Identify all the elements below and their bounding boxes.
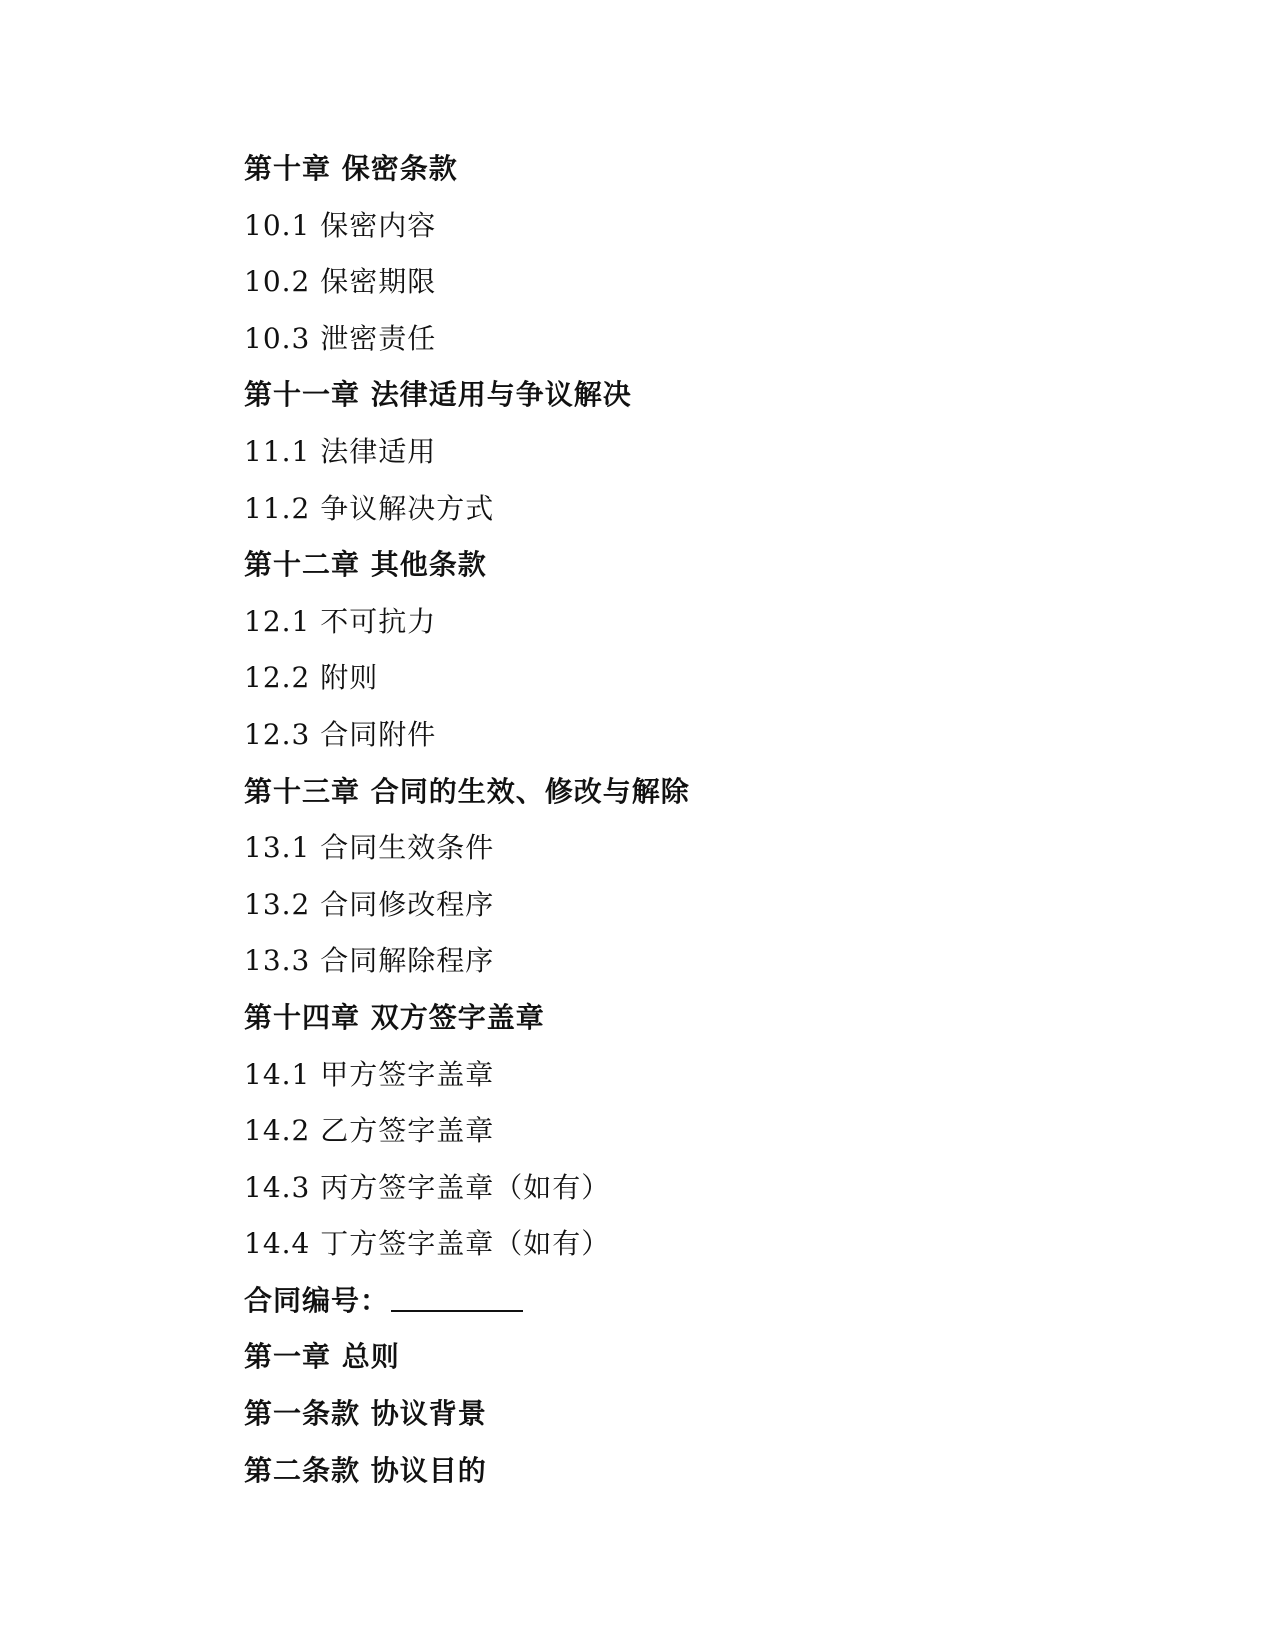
clause-item xyxy=(244,820,1144,877)
clause-item xyxy=(244,198,1144,255)
document-body xyxy=(244,141,1144,1499)
clause-item xyxy=(244,1160,1144,1217)
chapter-heading xyxy=(244,537,1144,594)
line-text: 12.1 不可抗力 xyxy=(244,604,437,638)
clause-item xyxy=(244,707,1144,764)
line-text: 第十章 保密条款 xyxy=(244,152,458,185)
line-text: 10.1 保密内容 xyxy=(244,208,437,242)
clause-item xyxy=(244,311,1144,368)
line-text: 第十一章 法律适用与争议解决 xyxy=(244,378,632,412)
line-text: 第一条款 协议背景 xyxy=(244,1397,487,1431)
clause-item xyxy=(244,1047,1144,1104)
clause-item xyxy=(244,650,1144,707)
chapter-heading xyxy=(244,764,1144,821)
contract-number-label: 合同编号： xyxy=(244,1283,390,1317)
clause-item xyxy=(244,481,1144,538)
line-text: 第十三章 合同的生效、修改与解除 xyxy=(244,774,690,808)
clause-item xyxy=(244,877,1144,934)
article-heading xyxy=(244,1386,1144,1443)
chapter-heading xyxy=(244,990,1144,1047)
line-text: 14.1 甲方签字盖章 xyxy=(244,1057,495,1091)
clause-item xyxy=(244,594,1144,651)
contract-number-line xyxy=(244,1273,1144,1330)
clause-item xyxy=(244,254,1144,311)
line-text: 12.3 合同附件 xyxy=(244,717,437,751)
clause-item xyxy=(244,424,1144,481)
clause-item xyxy=(244,1216,1144,1273)
line-text: 13.3 合同解除程序 xyxy=(244,944,495,978)
line-text: 第一章 总则 xyxy=(244,1340,400,1374)
line-text: 14.3 丙方签字盖章（如有） xyxy=(244,1170,611,1204)
chapter-heading xyxy=(244,141,1144,198)
line-text: 10.2 保密期限 xyxy=(244,265,437,299)
line-text: 12.2 附则 xyxy=(244,661,379,695)
line-text: 11.2 争议解决方式 xyxy=(244,491,495,525)
chapter-heading xyxy=(244,1329,1144,1386)
chapter-heading xyxy=(244,367,1144,424)
contract-number-blank xyxy=(391,1284,523,1312)
line-text: 第十四章 双方签字盖章 xyxy=(244,1000,545,1034)
line-text: 第二条款 协议目的 xyxy=(244,1453,487,1487)
line-text: 10.3 泄密责任 xyxy=(244,321,437,355)
line-text: 13.1 合同生效条件 xyxy=(244,831,495,865)
line-text: 14.4 丁方签字盖章（如有） xyxy=(244,1227,611,1261)
line-text: 11.1 法律适用 xyxy=(244,434,437,468)
line-text: 第十二章 其他条款 xyxy=(244,548,487,582)
line-text: 13.2 合同修改程序 xyxy=(244,887,495,921)
line-text: 14.2 乙方签字盖章 xyxy=(244,1114,495,1148)
clause-item xyxy=(244,933,1144,990)
article-heading xyxy=(244,1443,1144,1500)
clause-item xyxy=(244,1103,1144,1160)
